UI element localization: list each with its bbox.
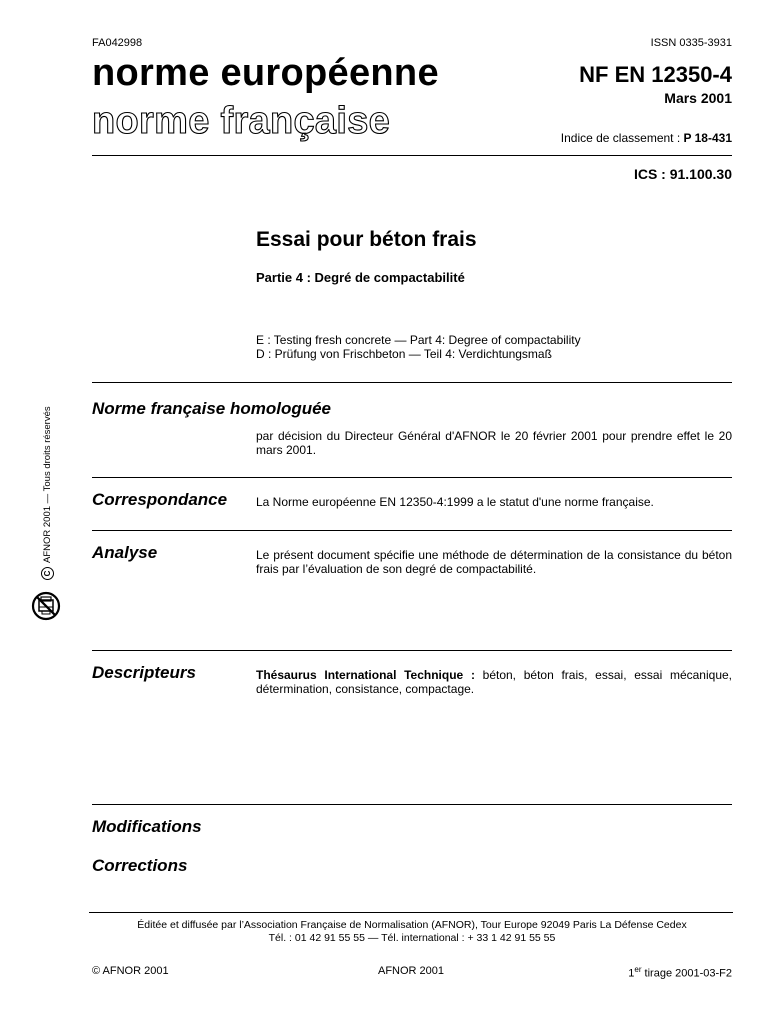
section-body-homologuee: par décision du Directeur Général d'AFNOR le 20 février 2001 pour prendre effet le 20 mars 2001. bbox=[256, 429, 732, 457]
footer-publisher: AFNOR 2001 bbox=[378, 965, 445, 977]
translated-titles bbox=[256, 333, 581, 361]
section-divider-3 bbox=[92, 650, 732, 651]
section-divider-4 bbox=[92, 804, 732, 805]
descripteurs-keywords: béton, béton frais, essai, essai mécanique, détermination, consistance, compactage. bbox=[256, 668, 733, 696]
section-title-corrections: Corrections bbox=[92, 856, 188, 875]
issn: ISSN 0335-3931 bbox=[650, 37, 732, 49]
title-divider bbox=[92, 382, 732, 383]
section-title-homologuee: Norme française homologuée bbox=[92, 399, 332, 418]
document-subtitle: Partie 4 : Degré de compactabilité bbox=[256, 270, 465, 285]
header-divider bbox=[92, 155, 732, 156]
indice-classement-label: Indice de classement : bbox=[560, 131, 684, 145]
title-norme-europeenne: norme européenne bbox=[92, 52, 439, 94]
printing-text: tirage 2001-03-F2 bbox=[641, 967, 732, 980]
document-reference: FA042998 bbox=[92, 37, 143, 49]
descripteurs-label: Thésaurus International Technique : bbox=[256, 668, 483, 682]
footer-copyright: © AFNOR 2001 bbox=[92, 965, 169, 977]
section-title-modifications: Modifications bbox=[92, 817, 202, 836]
section-body-descripteurs bbox=[256, 668, 732, 696]
side-copyright-rotator bbox=[36, 400, 58, 580]
ics-code: ICS : 91.100.30 bbox=[633, 166, 732, 182]
publisher-info bbox=[92, 919, 732, 945]
section-title-correspondance: Correspondance bbox=[92, 490, 228, 509]
translation-german: D : Prüfung von Frischbeton — Teil 4: Verdichtungsmaß bbox=[256, 347, 552, 361]
section-title-descripteurs: Descripteurs bbox=[92, 663, 196, 682]
copyright-symbol-icon: C bbox=[41, 567, 54, 580]
section-divider-2 bbox=[92, 530, 732, 531]
printing-number: 1 bbox=[628, 967, 635, 980]
section-body-correspondance: La Norme européenne EN 12350-4:1999 a le statut d'une norme française. bbox=[256, 495, 654, 509]
publication-date: Mars 2001 bbox=[664, 90, 732, 106]
translation-english: E : Testing fresh concrete — Part 4: Degree of compactability bbox=[256, 333, 581, 347]
side-copyright bbox=[22, 400, 72, 580]
section-body-analyse: Le présent document spécifie une méthode de détermination de la consistance du béton frais par l’évaluation de son degré de compactabilité. bbox=[256, 548, 732, 576]
side-copyright-text: AFNOR 2001 — Tous droits réservés bbox=[41, 406, 53, 563]
document-title: Essai pour béton frais bbox=[256, 228, 477, 251]
footer-printing bbox=[628, 965, 732, 980]
printing-superscript: er bbox=[634, 965, 642, 974]
publisher-address: Éditée et diffusée par l’Association Française de Normalisation (AFNOR), Tour Europe 92049 Paris La Défense Cedex bbox=[137, 919, 687, 931]
footer-divider bbox=[89, 912, 733, 913]
title-norme-francaise: norme française bbox=[92, 100, 391, 142]
indice-classement-value: P 18-431 bbox=[683, 131, 732, 145]
publisher-phone: Tél. : 01 42 91 55 55 — Tél. international : + 33 1 42 91 55 55 bbox=[268, 932, 556, 944]
standard-number: NF EN 12350-4 bbox=[579, 62, 732, 87]
section-title-analyse: Analyse bbox=[92, 543, 158, 562]
section-divider-1 bbox=[92, 477, 732, 478]
indice-classement bbox=[561, 131, 732, 145]
no-photocopy-icon bbox=[30, 590, 62, 622]
